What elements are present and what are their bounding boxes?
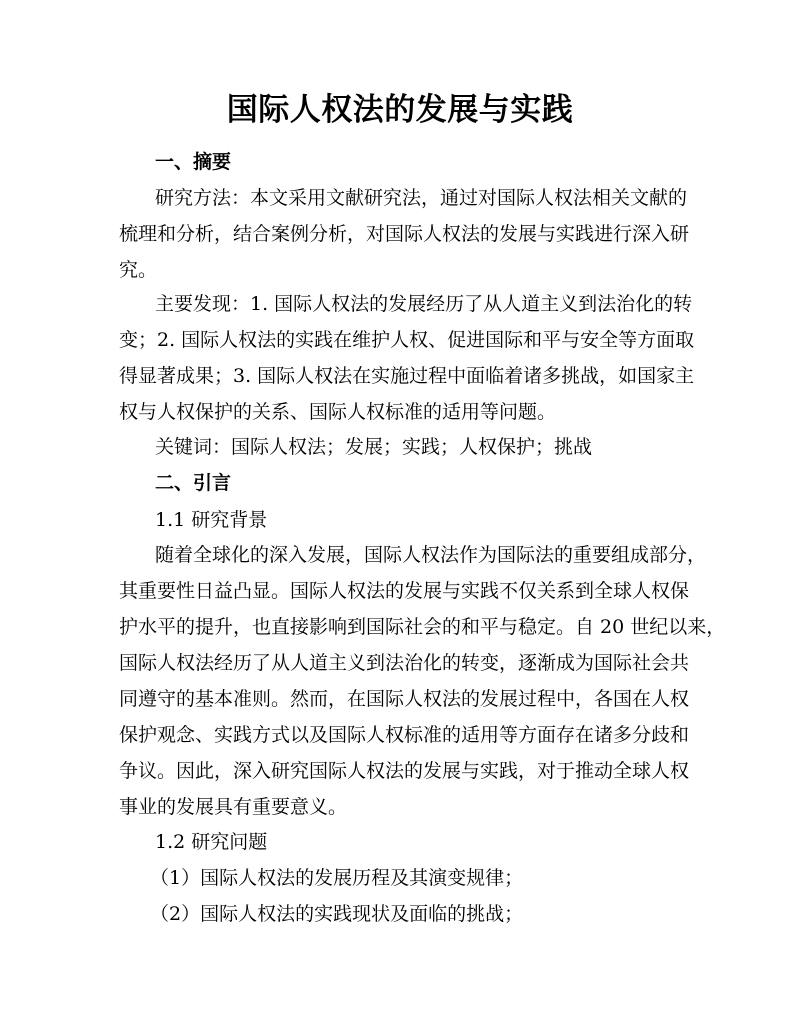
findings-line: 主要发现：1. 国际人权法的发展经历了从人道主义到法治化的转 (155, 293, 693, 315)
background-line: 随着全球化的深入发展，国际人权法作为国际法的重要组成部分， (155, 544, 707, 566)
background-line: 护水平的提升，也直接影响到国际社会的和平与稳定。自 20 世纪以来， (119, 616, 726, 638)
findings-line: 得显著成果；3. 国际人权法在实施过程中面临着诸多挑战，如国家主 (119, 365, 695, 387)
background-line: 争议。因此，深入研究国际人权法的发展与实践，对于推动全球人权 (119, 760, 690, 782)
background-line: 其重要性日益凸显。国际人权法的发展与实践不仅关系到全球人权保 (119, 580, 690, 602)
findings-line: 权与人权保护的关系、国际人权标准的适用等问题。 (119, 401, 557, 423)
methods-line: 研究方法：本文采用文献研究法，通过对国际人权法相关文献的 (155, 187, 688, 209)
background-line: 事业的发展具有重要意义。 (119, 796, 348, 818)
questions-subheading: 1.2 研究问题 (155, 831, 268, 853)
background-line: 同遵守的基本准则。然而，在国际人权法的发展过程中，各国在人权 (119, 688, 690, 710)
document-title: 国际人权法的发展与实践 (226, 92, 574, 128)
background-subheading: 1.1 研究背景 (155, 509, 268, 531)
methods-line: 究。 (119, 259, 158, 281)
question-item: （1）国际人权法的发展历程及其演变规律； (150, 867, 524, 889)
abstract-heading: 一、摘要 (155, 151, 232, 173)
findings-line: 变；2. 国际人权法的实践在维护人权、促进国际和平与安全等方面取 (119, 329, 695, 351)
keywords-line: 关键词：国际人权法；发展；实践；人权保护；挑战 (155, 436, 593, 458)
intro-heading: 二、引言 (155, 472, 232, 494)
background-line: 保护观念、实践方式以及国际人权标准的适用等方面存在诸多分歧和 (119, 724, 690, 746)
background-line: 国际人权法经历了从人道主义到法治化的转变，逐渐成为国际社会共 (119, 652, 690, 674)
question-item: （2）国际人权法的实践现状及面临的挑战； (150, 903, 524, 925)
methods-line: 梳理和分析，结合案例分析，对国际人权法的发展与实践进行深入研 (119, 223, 690, 245)
